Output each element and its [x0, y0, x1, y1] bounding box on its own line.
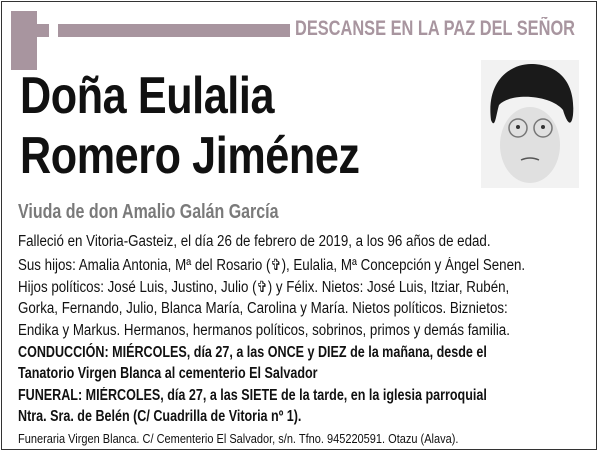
body-line: Sus hijos: Amalia Antonia, Mª del Rosario (✞), Eulalia, Mª Concepción y Ángel Senen. — [18, 257, 526, 274]
header-motto: DESCANSE EN LA PAZ DEL SEÑOR — [295, 17, 576, 40]
deceased-name-line1: Doña Eulalia — [20, 67, 275, 125]
deceased-photo — [481, 60, 579, 188]
cross-icon — [11, 11, 37, 70]
funeral-home-footer: Funeraria Virgen Blanca. C/ Cementerio El Salvador, s/n. Tfno. 945220591. Otazu (Alava). — [18, 432, 459, 446]
funeral-line: Ntra. Sra. de Belén (C/ Cuadrilla de Vitoria nº 1). — [18, 408, 302, 425]
body-line: Hijos políticos: José Luis, Justino, Julio (✞) y Félix. Nietos: José Luis, Itziar, Rubén, — [18, 279, 510, 296]
conduccion-line: Tanatorio Virgen Blanca al cementerio El Salvador — [18, 365, 318, 382]
conduccion-line: CONDUCCIÓN: MIÉRCOLES, día 27, a las ONCE y DIEZ de la mañana, desde el — [18, 344, 487, 361]
body-line: Gorka, Fernando, Julio, Blanca María, Carolina y María. Nietos políticos. Biznietos: — [18, 300, 508, 317]
deceased-name-line2: Romero Jiménez — [20, 127, 360, 185]
body-line: Endika y Markus. Hermanos, hermanos políticos, sobrinos, primos y demás familia. — [18, 322, 510, 339]
header-band — [58, 24, 290, 37]
cross-icon-arm — [11, 24, 49, 37]
funeral-line: FUNERAL: MIÉRCOLES, día 27, a las SIETE de la tarde, en la iglesia parroquial — [18, 387, 487, 404]
widow-of: Viuda de don Amalio Galán García — [18, 201, 279, 223]
body-line: Falleció en Vitoria-Gasteiz, el día 26 de febrero de 2019, a los 96 años de edad. — [18, 233, 491, 250]
